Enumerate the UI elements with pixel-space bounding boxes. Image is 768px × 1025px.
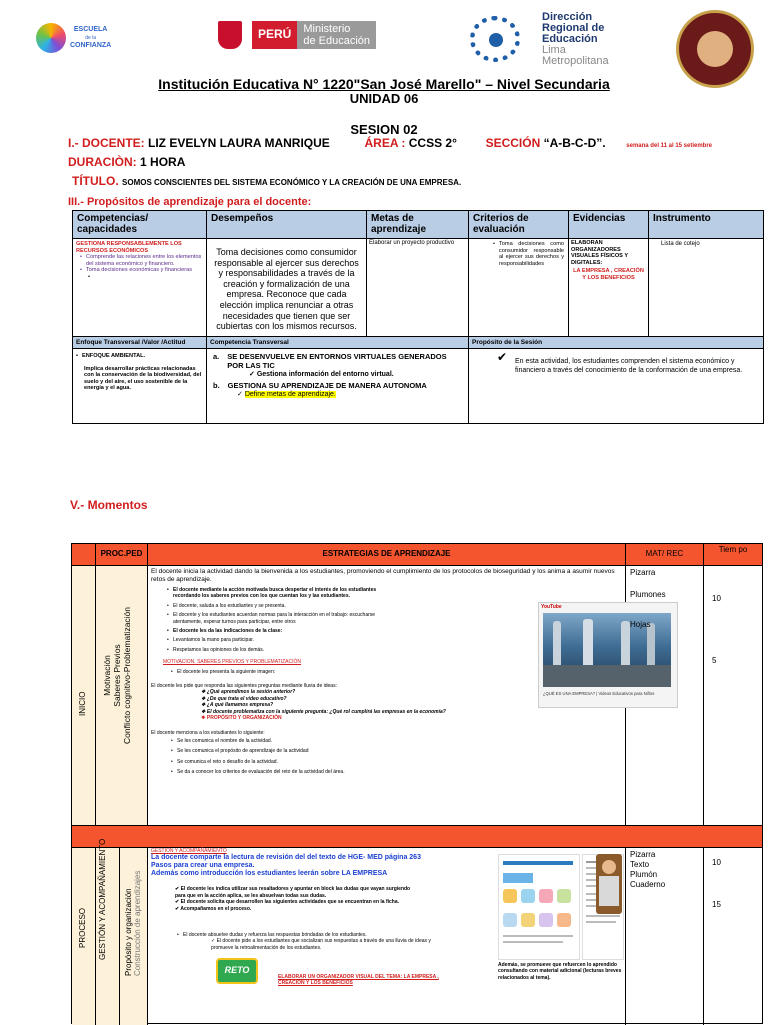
competencia-cell	[73, 239, 207, 337]
capacidad-empty	[88, 274, 203, 281]
inicio-item-1: • El docente mediante la acción motivada busca despertar el interés de los estudiantes recordando los saberes previos con los que cuentan los y las estudiantes.	[167, 587, 397, 600]
ministerio-line2: de Educación	[303, 35, 371, 47]
inicio-item-2: • El docente, saluda a los estudiantes y se presenta.	[167, 603, 397, 609]
comp-a-label: a.	[213, 352, 220, 361]
duracion-label: DURACIÒN:	[68, 155, 137, 169]
inicio-mat-1: Pizarra	[630, 568, 656, 577]
pide-grupo-line: ✓ El docente pide a los estudiantes que socializan sus respuestas a través de una lluvia de ideas y promueve la retroalimentación de los estudiantes.	[211, 938, 431, 951]
inicio-mat-2: Plumones	[630, 590, 666, 599]
comp-b-label: b.	[213, 381, 220, 390]
meta-cell: Elaborar un proyecto productivo	[367, 239, 469, 337]
proceso-mat-3: Plumón	[630, 870, 658, 879]
check-icon: ✔	[175, 905, 181, 912]
check-icon: ✔	[175, 886, 181, 893]
titulo-label: TÍTULO.	[72, 174, 119, 188]
inicio-item-4: • El docente les da las indicaciones de la clase:	[167, 628, 397, 634]
reading-student-photo	[596, 854, 622, 914]
proceso-proc-1: GESTIÓN Y ACOMPAÑAMIENTO	[98, 838, 107, 960]
proceso-label-cell	[72, 848, 96, 1025]
enfoque-text: Implica desarrollar prácticas relacionadas con la conservación de la biodiversidad, del suelo y del aire, el uso sostenible de la energía y el agua.	[84, 365, 202, 392]
inicio-intro: El docente inicia la actividad dando la bienvenida a los estudiantes, promoviendo el cumplimiento de los protocolos de bioseguridad y los anima a asumir nuevos retos de aprendizaje.	[151, 568, 615, 583]
proceso-mat-2: Texto	[630, 860, 650, 869]
motivacion-heading: MOTIVACION, SABERES PREVIOS Y PROBLEMATIZACIÓN	[163, 659, 301, 666]
inicio-label: INICIO	[78, 691, 87, 716]
ademas-text: Además, se promueve que refuercen lo aprendido consultando con material adicional (lecturas breves relacionados al tema).	[498, 962, 622, 981]
momentos-heading: V.- Momentos	[70, 498, 148, 512]
seal-portrait	[697, 31, 733, 67]
presenta-line: • El docente les presenta la siguiente imagen:	[171, 669, 622, 675]
menciona-4: • Se da a conocer los criterios de evaluación del reto de la actividad del área.	[171, 769, 622, 775]
duracion-value: 1 HORA	[140, 155, 186, 169]
instrumento-cell: Lista de cotejo	[649, 239, 763, 337]
check-icon: ✔	[175, 899, 181, 906]
th-tiempo: Tiem po	[704, 544, 762, 566]
enfoque-title: • ENFOQUE AMBIENTAL.	[76, 353, 203, 360]
inicio-proc-cell	[96, 566, 148, 826]
inicio-tiempo-2: 5	[712, 656, 717, 665]
dre-logo-icon	[470, 16, 520, 62]
comp-a-sub: Gestiona información del entorno virtual.	[256, 371, 394, 378]
docente-label: I.- DOCENTE:	[68, 136, 145, 150]
th-metas: Metas de aprendizaje	[367, 211, 469, 239]
proceso-lead-2: Además como introducción los estudiantes leerán sobre LA EMPRESA	[151, 870, 388, 878]
th-proposito: Propósito de la Sesión	[469, 337, 763, 349]
th-estrategias: ESTRATEGIAS DE APRENDIZAJE	[148, 544, 626, 566]
th-competencia-transversal: Competencia Transversal	[207, 337, 469, 349]
ministerio-label	[297, 21, 376, 49]
titulo-row	[72, 174, 461, 188]
pregunta-4: ❖ El docente problematiza con la siguiente pregunta: ¿Qué rol cumplirá las empresas en la economía?	[201, 708, 446, 715]
th-criterios: Criterios de evaluación	[469, 211, 569, 239]
docente-row	[68, 136, 712, 150]
reto-badge: RETO	[216, 958, 258, 984]
unit-title: UNIDAD 06	[349, 91, 419, 106]
inicio-item-5: • Levantamos la mano para participar.	[167, 637, 397, 643]
separator-row	[72, 826, 762, 848]
proceso-estrategias-cell	[148, 848, 626, 1025]
competencia-transversal-cell	[207, 349, 469, 423]
proceso-mat-1: Pizarra	[630, 850, 656, 859]
inicio-label-cell	[72, 566, 96, 826]
inicio-proc-3: Conflicto cognitivo-Problematización	[122, 606, 132, 744]
proceso-proc-cell-2	[120, 848, 148, 1025]
seccion-label: SECCIÓN	[485, 136, 541, 150]
inicio-item-6: • Respetamos las opiniones de los demás.	[167, 647, 397, 653]
competencia-title: GESTIONA RESPONSABLEMENTE LOS RECURSOS ECONÓMICOS	[76, 241, 182, 254]
dre-line3: Educación	[542, 32, 598, 45]
th-empty	[72, 544, 96, 566]
propositos-heading: III.- Propósitos de aprendizaje para el docente:	[68, 196, 312, 208]
proceso-proc-cell-1	[96, 838, 120, 1025]
semana-note: semana del 11 al 15 setiembre	[626, 143, 713, 149]
menciona-3: • Se comunica el reto o desafío de la actividad.	[171, 759, 622, 765]
proposito-cell	[469, 349, 763, 423]
pregunta-1: ❖ ¿Qué aprendimos la sesión anterior?	[201, 689, 296, 696]
reading-page-1	[498, 854, 580, 960]
inicio-tiempo-1: 10	[712, 594, 721, 603]
seccion-value: “A-B-C-D”.	[543, 136, 606, 150]
desempeno-cell: Toma decisiones como consumidor responsable al ejercer sus derechos y responsabilidades a través de la creación y formalización de una empresa. Reconoce que cada elección implica renunciar a otras necesidades que tienen que ser cubiertas con los mismos recursos.	[207, 239, 367, 337]
propositos-table	[72, 210, 764, 424]
escuela-logo-line3: CONFIANZA	[70, 42, 112, 49]
dre-line2: Regional de	[542, 21, 605, 34]
dre-line1: Dirección	[542, 10, 593, 23]
proceso-item-2: ✔ El docente solicita que desarrollen las siguientes actividades que se encuentran en la ficha.	[175, 899, 400, 906]
th-enfoque: Enfoque Transversal /Valor /Actitud	[73, 337, 207, 349]
proceso-tiempo-cell	[704, 848, 762, 1025]
th-competencias: Competencias/ capacidades	[73, 211, 207, 239]
comp-b-sub: Define metas de aprendizaje.	[244, 391, 336, 398]
gestion-heading: GESTIÓN Y ACOMPAÑAMIENTO	[151, 848, 227, 854]
inicio-mat-cell	[626, 566, 704, 826]
youtube-brand: YouTube	[541, 604, 562, 610]
capacidad-1: • Comprende las relaciones entre los elementos del sistema económico y financiero.	[80, 254, 203, 267]
diamond-icon: ❖	[201, 702, 207, 709]
proceso-mat-4: Cuaderno	[630, 880, 666, 889]
criterio-cell	[469, 239, 569, 337]
comp-b: GESTIONA SU APRENDIZAJE DE MANERA AUTONOMA	[227, 381, 427, 390]
capacidad-2: • Toma decisiones económicas y financieras	[80, 267, 203, 274]
evidencia-line2: LA EMPRESA , CREACIÓN Y LOS BENEFICIOS	[573, 268, 644, 281]
docente-value: LIZ EVELYN LAURA MANRIQUE	[148, 136, 330, 150]
menciona-1: • Se les comunica el nombre de la actividad.	[171, 738, 622, 744]
proceso-lead-1: La docente comparte la lectura de revisión del del texto de HGE- MED página 263 Pasos para crear una empresa.	[151, 854, 421, 870]
escuela-logo-icon	[36, 23, 66, 53]
check-icon: ✓	[249, 371, 257, 378]
peru-label: PERÚ	[252, 21, 297, 49]
menciona-2: • Se les comunica el propósito de aprendizaje de la actividad	[171, 748, 622, 754]
evidencia-line1: ELABORAN ORGANIZADORES VISUALES FÍSICOS Y DIGITALES:	[571, 240, 628, 266]
proceso-tiempo-1: 10	[712, 858, 721, 867]
video-caption: ¿QUÉ ES UNA EMPRESA? | Videos Educativos para Niños	[543, 691, 655, 696]
dre-line4: Lima	[542, 43, 566, 56]
momentos-table	[71, 543, 763, 1024]
proceso-label: PROCESO	[78, 907, 87, 948]
escuela-confianza-logo	[36, 18, 146, 58]
check-icon: ✓	[237, 391, 245, 398]
diamond-icon: ❖	[201, 689, 207, 696]
absuelve-line: • El docente absuelve dudas y refuerza las respuestas brindadas de los estudiantes.	[177, 932, 622, 938]
dre-line5: Metropolitana	[542, 54, 609, 67]
institution-title: Institución Educativa N° 1220"San José Marello" – Nivel Secundaria	[158, 76, 610, 92]
inicio-proc-1: Motivación	[102, 655, 112, 696]
evidencia-cell	[569, 239, 649, 337]
comp-a: SE DESENVUELVE EN ENTORNOS VIRTUALES GENERADOS POR LAS TIC	[227, 352, 447, 370]
inicio-mat-3: Hojas	[630, 620, 651, 629]
enfoque-cell	[73, 349, 207, 423]
diamond-icon: ❖	[201, 708, 207, 715]
escuela-logo-line1: ESCUELA	[73, 26, 108, 33]
area-label: ÁREA :	[364, 136, 406, 150]
proceso-item-1: ✔ El docente les indica utilizar sus resaltadores y apuntar en block las dudas que vayan surgiendo para que en la acción aplica, se les absuelvan todas sus dudas.	[175, 886, 411, 899]
proceso-proc-2: Propósito y organización	[124, 888, 133, 976]
proceso-item-3: ✔ Acompañamos en el proceso.	[175, 905, 252, 912]
proceso-mat-cell	[626, 848, 704, 1025]
th-evidencias: Evidencias	[569, 211, 649, 239]
criterio-item: • Toma decisiones como consumidor responsable al ejercer sus derechos y responsabilidades	[493, 241, 564, 267]
inicio-proc-2: Saberes Previos	[112, 644, 122, 707]
ministerio-line1: Ministerio	[303, 23, 351, 35]
th-mat: MAT/ REC	[626, 544, 704, 566]
proposito-text: En esta actividad, los estudiantes comprenden el sistema económico y financiero a través del conocimiento de la conformación de una empresa.	[515, 358, 743, 374]
check-icon: ✔	[497, 350, 508, 364]
proceso-proc-3: Construcción de aprendizajes	[133, 870, 142, 976]
dre-lima-logo	[470, 10, 630, 67]
inicio-tiempo-cell	[704, 566, 762, 826]
pregunta-3: ❖ ¿A qué llamamos empresa?	[201, 702, 274, 709]
reto-text: ELABORAR UN ORGANIZADOR VISUAL DEL TEMA: LA EMPRESA , CREACIÓN Y LOS BENEFICIOS	[278, 974, 439, 987]
menciona-line: El docente menciona a los estudiantes lo siguiente:	[151, 729, 265, 736]
session-title: SESION 02	[350, 122, 418, 137]
pregunta-2: ❖ ¿De que trata el video educativo?	[201, 695, 287, 702]
diamond-icon: ❖	[201, 715, 207, 722]
diamond-icon: ❖	[201, 695, 207, 702]
minedu-logo	[218, 20, 398, 50]
proceso-tiempo-2: 15	[712, 900, 721, 909]
pide-line: El docente les pide que responda las siguientes preguntas mediante lluvia de ideas:	[151, 683, 337, 690]
inicio-item-3: • El docente y los estudiantes acuerdan normas para la interacción en el trabajo: escucharse atentamente, esperar turnos para participar, entre otros	[167, 612, 397, 625]
escuela-logo-line2: de la	[85, 35, 97, 41]
area-value: CCSS 2°	[408, 136, 457, 150]
th-procped: PROC.PED	[96, 544, 148, 566]
pregunta-5: ❖ PROPÓSITO Y ORGANIZACIÓN	[201, 715, 282, 722]
check-icon: ✓	[211, 938, 217, 945]
peru-shield-icon	[218, 21, 242, 49]
duracion-row	[68, 155, 185, 169]
th-desempenos: Desempeños	[207, 211, 367, 239]
titulo-value: SOMOS CONSCIENTES DEL SISTEMA ECONÓMICO Y LA CREACIÓN DE UNA EMPRESA.	[122, 178, 462, 187]
th-instrumento: Instrumento	[649, 211, 763, 239]
